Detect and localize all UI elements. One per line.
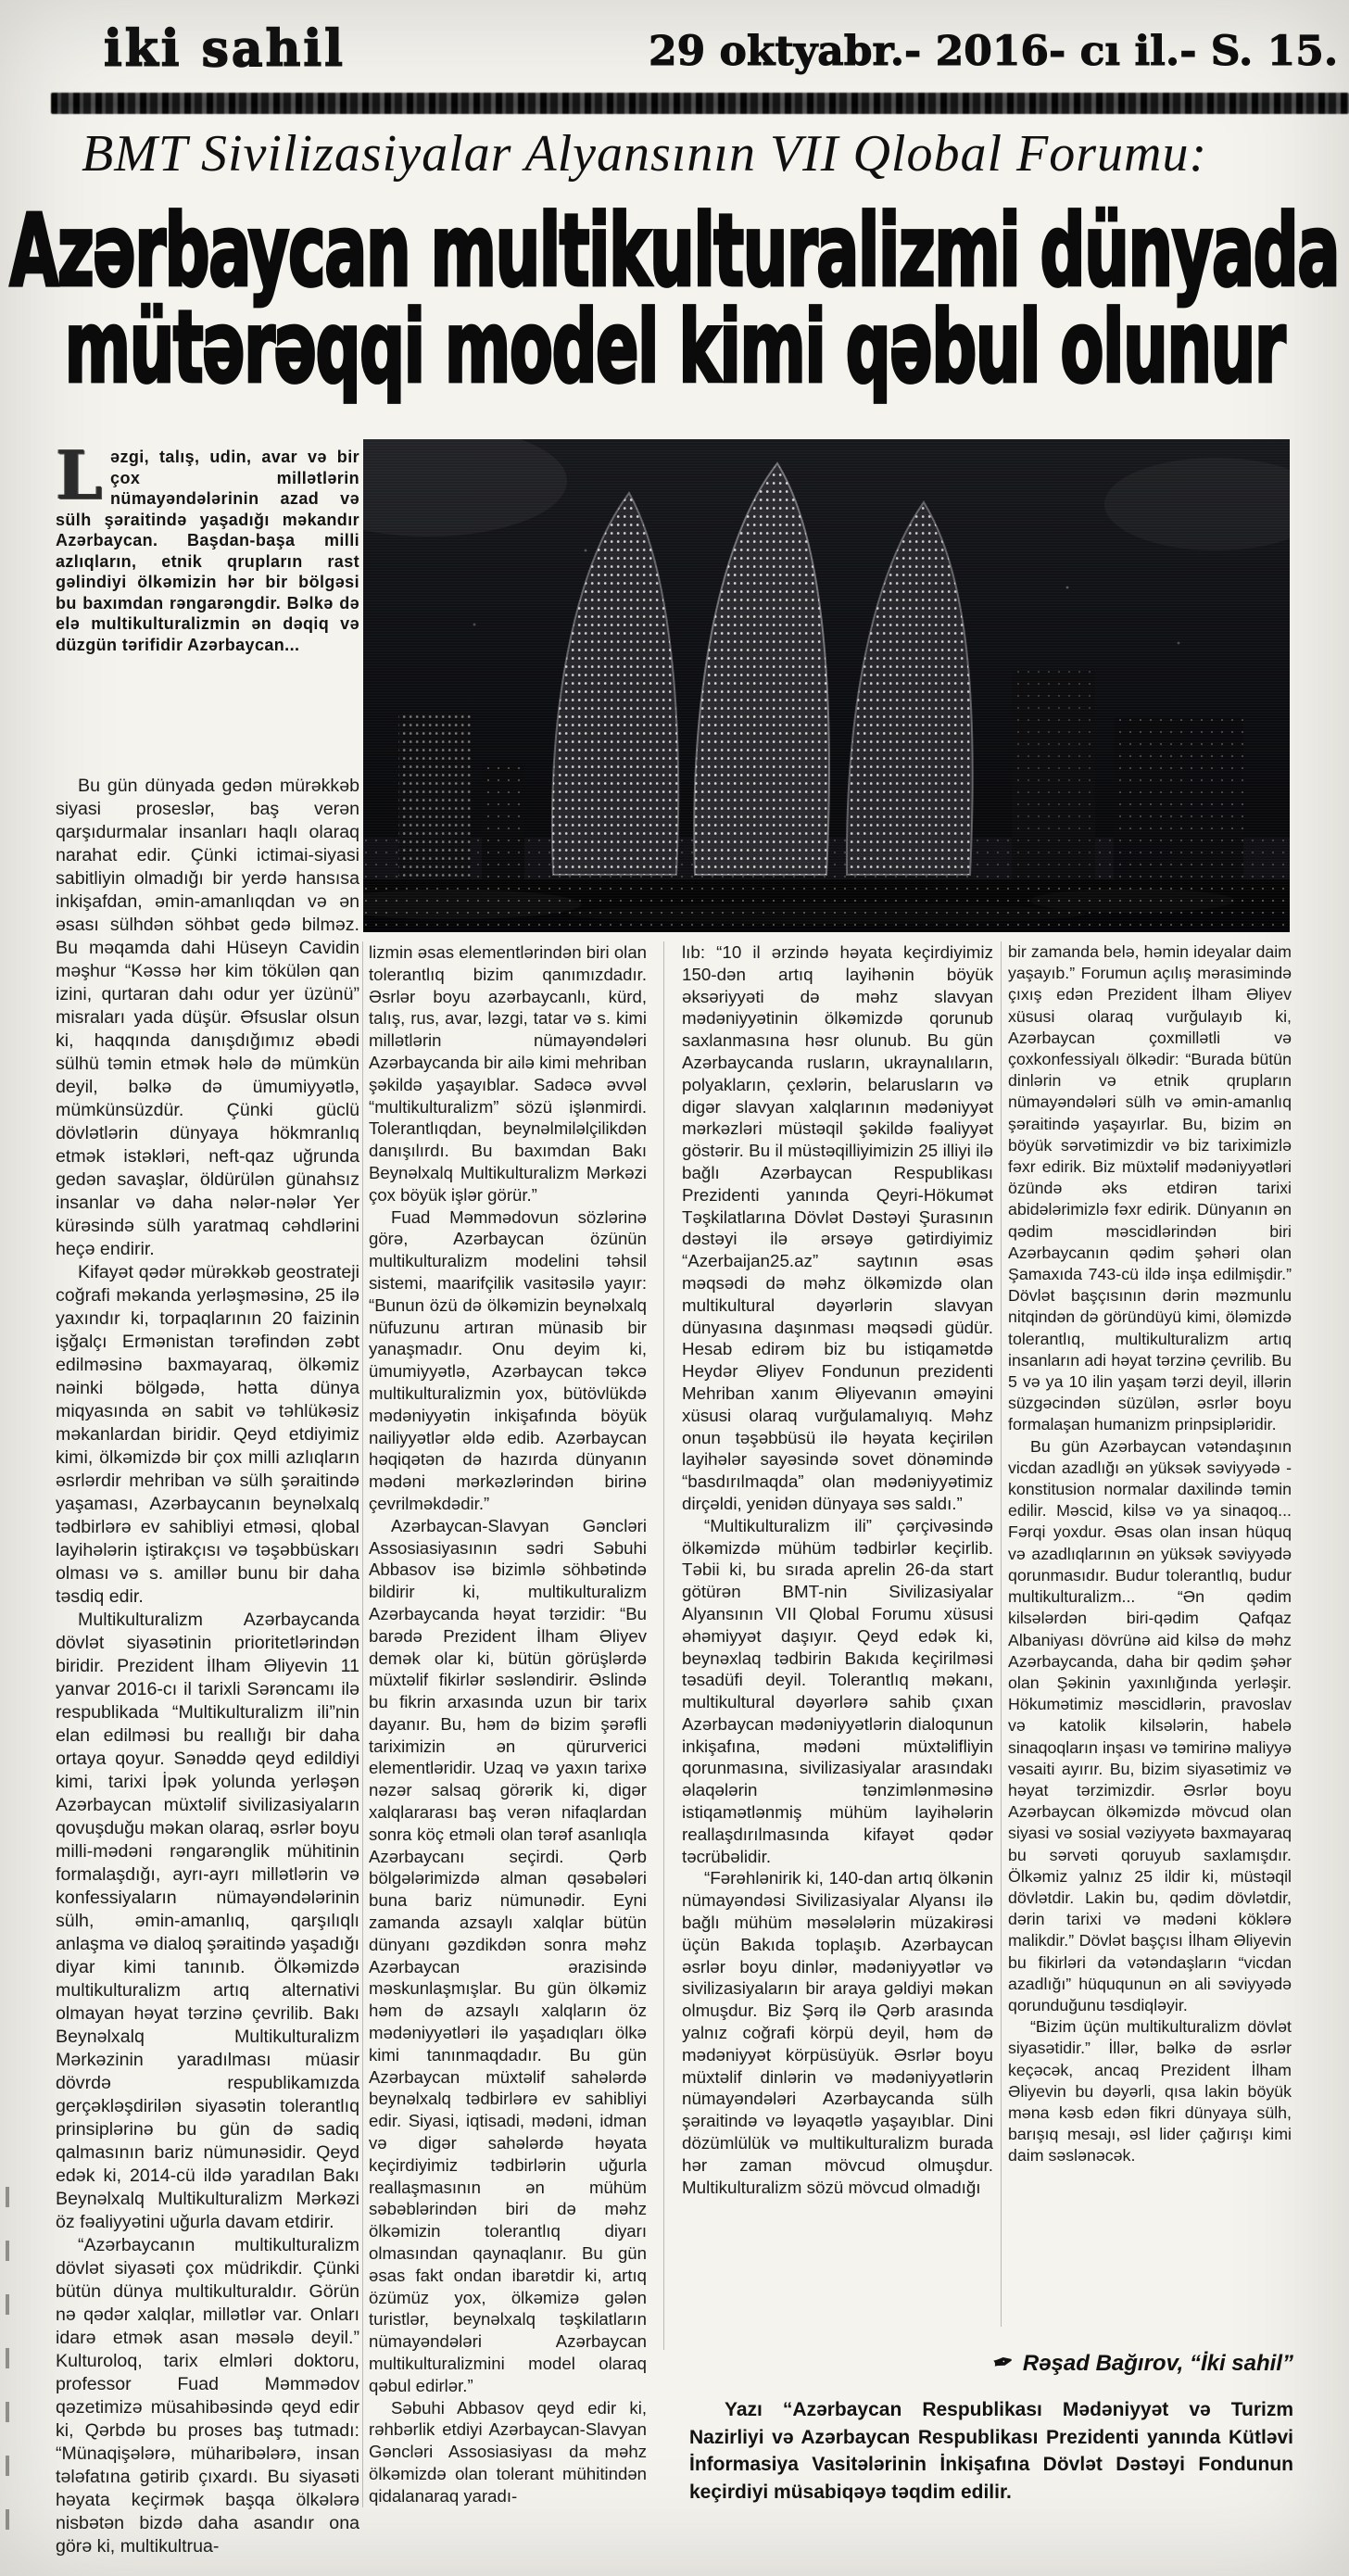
- article-column-4: [1008, 941, 1292, 2336]
- issue-dateline: 29 oktyabr.- 2016- cı il.- S. 15.: [649, 28, 1339, 75]
- column-rule: [1001, 941, 1002, 2327]
- paragraph: Azərbaycan-Slavyan Gəncləri Assosiasiyasının sədri Səbuhi Abbasov isə bizimlə söhbətində bildirir ki, multikulturalizm Azərbaycanda həyat tərzidir: “Bu barədə Prezident İlham Əliyev demək olar ki, bütün görüşlərdə müxtəlif fikirlər səsləndirir. Əslində bu fikrin arxasında uzun bir tarix dayanır. Bu, həm də bizim şərəfli tariximizin ən qürurverici elementləridir. Uzaq və yaxın tarixə nəzər salsaq görərik ki, digər xalqlararası baş verən nifaqlardan sonra köç etməli olan tərəf asanlıqla Azərbaycanı seçirdi. Qərb bölgələrimizdə alman qəsəbələri buna bariz nümunədir. Eyni zamanda azsaylı xalqlar bütün dünyanı gəzdikdən sonra məhz Azərbaycan ərazisində məskunlaşmışlar. Bu gün ölkəmiz həm də azsaylı xalqların öz mədəniyyətləri ilə yaşadıqları ölkə kimi tanınmaqdadır. Bu gün Azərbaycan müxtəlif sahələrdə beynəlxalq tədbirlərə ev sahibliyi edir. Siyasi, iqtisadi, mədəni, idman və digər sahələrdə həyata keçirdiyimiz tədbirlərin uğurla reallaşmasının ən mühüm səbəblərindən biri də məhz ölkəmizin tolerantlıq diyarı olmasından qaynaqlanır. Bu gün əsas fakt ondan ibarətdir ki, artıq özümüz yox, ölkəmizə gələn turistlər, beynəlxalq təşkilatların nümayəndələri Azərbaycan multikulturalizmini model olaraq qəbul edirlər.”: [369, 1515, 647, 2395]
- paragraph: Səbuhi Abbasov qeyd edir ki, rəhbərlik etdiyi Azərbaycan-Slavyan Gəncləri Assosiasiyası da məhz ölkəmizdə olan tolerant mühitindən qidalanaraq yaradı-: [369, 2397, 647, 2506]
- header-rule: [51, 93, 1349, 114]
- paragraph: “Bizim üçün multikulturalizm dövlət siyasətidir.” İllər, bəlkə də əsrlər keçəcək, ancaq Prezident İlham Əliyevin bu dəyərli, qısa lakin böyük məna kəsb edən fikri dünyaya sülh, barışıq mesajı, əsl lider çağırışı kimi daim səslənəcək.: [1008, 2017, 1292, 2166]
- paragraph: bir zamanda belə, həmin ideyalar daim yaşayıb.” Forumun açılış mərasimində çıxış edən Prezident İlham Əliyev xüsusi olaraq vurğulayıb ki, Azərbaycan çoxmillətli və çoxkonfessiyalı ölkədir: “Burada bütün dinlərin və etnik qrupların nümayəndələri sülh və əmin-amanlıq şəraitində yaşayırlar. Bu, bizim ən böyük sərvətimizdir və biz tariximizlə fəxr edirik. Biz müxtəlif mədəniyyətləri özündə əks etdirən tarixi abidələrimizlə fəxr edirik. Dünyanın ən qədim məscidlərindən biri Azərbaycanın qədim şəhəri olan Şamaxıda 743-cü ildə inşa edilmişdir.” Dövlət başçısının dərin məzmunlu nitqindən də göründüyü kimi, öləmizdə tolerantlıq, multikulturalizm artıq insanların adi həyat tərzinə çevrilib. Bu 5 və ya 10 ilin yaşam tərzi deyil, illərin süzgəcindən süzülən, əsrlər boyu formalaşan humanizm prinpsipləridir.: [1008, 942, 1292, 1434]
- paragraph: Kifayət qədər mürəkkəb geostrateji coğrafi məkanda yerləşməsinə, 25 ilə yaxındır ki, torpaqlarının 20 faizinin işğalçı Ermənistan tərəfindən zəbt edilməsinə baxmayaraq, ölkəmiz nəinki bölgədə, hətta dünya miqyasında ən sabit və təhlükəsiz məkanlardan biridir. Qeyd etdiyimiz kimi, ölkəmizdə bir çox milli azlıqların əsrlərdir mehriban və sülh şəraitində yaşaması, Azərbaycanın beynəlxalq tədbirlərə ev sahibliyi etməsi, qlobal layihələrin iştirakçısı və təşəbbüskarı olması və s. amillər bunu bir daha təsdiq edir.: [56, 1262, 359, 1607]
- article-column-1: [56, 775, 359, 2559]
- paragraph: “Multikulturalizm ili” çərçivəsində ölkəmizdə mühüm tədbirlər keçirlib. Təbii ki, bu sırada aprelin 26-da start götürən BMT-nin Sivilizasiyalar Alyansının VII Qlobal Forumu xüsusi əhəmiyyət daşıyır. Qeyd edək ki, beynəxlaq tədbirin Bakıda keçirilməsi təsadüfi deyil. Tolerantlıq məkanı, multikultural dəyərlərə sahib çıxan Azərbaycan mədəniyyətlərin dialoqunun inkişafına, mədəni müxtəlifliyin qorunmasına, sivilizasiyalar arasındakı əlaqələrin tənzimlənməsinə istiqamətlənmiş mühüm layihələrin reallaşdırılmasında kifayət qədər təcrübəlidir.: [682, 1515, 993, 1866]
- headline-line1: Azərbaycan multikulturalizmi dünyada: [9, 192, 1340, 309]
- article-column-3: [682, 941, 993, 2373]
- author-signature: [954, 2348, 1293, 2377]
- kicker: BMT Sivilizasiyalar Alyansının VII Qlobal Forumu:: [82, 125, 1208, 183]
- masthead-title: iki sahil: [104, 19, 346, 79]
- column-rule: [663, 941, 664, 2350]
- flame-towers-illustration: [363, 439, 1290, 932]
- drop-cap: L: [56, 447, 104, 514]
- headline: [0, 192, 1349, 405]
- contest-note: [689, 2396, 1293, 2506]
- paragraph: Bu gün Azərbaycan vətəndaşının vicdan azadlığı ən yüksək səviyyədə - konstitusion normalar daxilində təmin edilir. Məscid, kilsə və ya sinaqoq... Fərqi yoxdur. Əsas olan insan hüquq və azadlıqlarının ən yüksək səviyyədə qorunmasıdır. Budur tolerantlıq, budur multikulturalizm... “Ən qədim kilsələrdən biri-qədim Qafqaz Albaniyası dövrünə aid kilsə də məhz Azərbaycanda, daha bir qədim şəhər olan Şəkinin yaxınlığında yerləşir. Hökumətimiz məscidlərin, pravoslav və katolik kilsələrin, habelə sinaqoqların inşası və təmirinə maliyyə vəsaiti ayırır. Bu, bizim siyasətimiz və həyat tərzimizdir. Əsrlər boyu Azərbaycan ölkəmizdə mövcud olan siyasi və sosial vəziyyətə baxmayaraq bu sərvəti qoruyub saxlamışdır. Ölkəmiz yalnız 25 ildir ki, müstəqil dövlətdir. Lakin bu, qədim dövlətdir, dərin tarixi və mədəni köklərə malikdir.” Dövlət başçısı İlham Əliyevin bu fikirləri da vətəndaşların “vicdan azadlığı” hüququnun ən ali səviyyədə qorunduğunu təsdiqləyir.: [1008, 1436, 1292, 2014]
- paragraph: Fuad Məmmədovun sözlərinə görə, Azərbaycan özünün multikulturalizm modelini təhsil sistemi, maarifçilik vasitəsilə yayır: “Bunun özü də ölkəmizin beynəlxalq nüfuzunu artıran münasib bir yanaşmadır. Onu deyim ki, ümumiyyətlə, Azərbaycan təkcə multikulturalizmin yox, bütövlükdə mədəniyyətin inkişafında böyük nailiyyətlər əldə edib. Azərbaycan həqiqətən də hazırda dünyanın mədəni mərkəzlərindən birinə çevrilməkdədir.”: [369, 1206, 647, 1513]
- contest-note-text: Yazı “Azərbaycan Respublikası Mədəniyyət və Turizm Nazirliyi və Azərbaycan Respublikası Prezidenti yanında Kütləvi İnformasiya Vasitələrinin İnkişafına Dövlət Dəstəyi Fondunun keçirdiyi müsabiqəyə təqdim edilir.: [689, 2399, 1293, 2503]
- author-name: Rəşad Bağırov, “İki sahil”: [1022, 2351, 1293, 2376]
- paragraph: Multikulturalizm Azərbaycanda dövlət siyasətinin prioritetlərindən biridir. Prezident İlham Əliyevin 11 yanvar 2016-cı il tarixli Sərəncamı ilə respublikada “Multikulturalizm ili”nin elan edilməsi bu reallığı bir daha ortaya qoyur. Sənəddə qeyd edildiyi kimi, tarixi İpək yolunda yerləşən Azərbaycan müxtəlif sivilizasiyaların qovuşduğu məkan olaraq, əsrlər boyu milli-mədəni rəngarənglik mühitinin formalaşdığı, ayrı-ayrı millətlərin və konfessiyaların nümayəndələrinin sülh, əmin-amanlıq, qarşılıqlı anlaşma və dialoq şəraitində yaşadığı diyar kimi tanınıb. Ölkəmizdə multikulturalizm artıq alternativi olmayan həyat tərzinə çevrilib. Bakı Beynəlxalq Multikulturalizm Mərkəzinin yaradılması müasir dövrdə respublikamızda gerçəkləşdirilən siyasətin tolerantlıq prinsiplərinə bu gün də sadiq qalmasının bariz nümunəsidir. Qeyd edək ki, 2014-cü ildə yaradılan Bakı Beynəlxalq Multikulturalizm Mərkəzi öz fəaliyyətini uğurla davam etdirir.: [56, 1610, 359, 2232]
- lede-paragraph: [56, 447, 359, 769]
- flame-towers-photo: [363, 439, 1290, 932]
- paragraph: “Azərbaycanın multikulturalizm dövlət siyasəti çox müdrikdir. Çünki bütün dünya multikulturaldır. Görün nə qədər xalqlar, millətlər var. Onları idarə etmək asan məsələ deyil.” Kulturoloq, tarix elmləri doktoru, professor Fuad Məmmədov qəzetimizə müsahibəsində qeyd edir ki, Qərbdə bu proses baş tutmadı: “Münaqişələrə, müharibələrə, insan tələfatına gətirib çıxardı. Bu siyasəti həyata keçirmək başqa ölkələrə nisbətən bizdə daha asandır ona görə ki, multikultrua-: [56, 2235, 359, 2557]
- scan-artifact: [6, 2187, 9, 2539]
- headline-line2: mütərəqqi model kimi qəbul olunur: [64, 288, 1285, 405]
- paragraph: lıb: “10 il ərzində həyata keçirdiyimiz 150-dən artıq layihənin böyük əksəriyyəti də məhz slavyan mədəniyyətinin ölkəmizdə qorunub saxlanmasına həsr olunub. Bu gün Azərbaycanda rusların, ukraynalıların, polyakların, çexlərin, belarusların və digər slavyan xalqlarının mədəniyyət mərkəzləri müstəqil şəkildə fəaliyyət göstərir. Bu il müstəqilliyimizin 25 illiyi ilə bağlı Azərbaycan Respublikası Prezidenti yanında Qeyri-Hökumət Təşkilatlarına Dövlət Dəstəyi Şurasının dəstəyi ilə ərsəyə gətirdiyimiz “Azerbaijan25.az” saytının əsas məqsədi də məhz ölkəmizdə olan multikultural dəyərlərin slavyan dünyasına daşınması məqsədi güdür. Hesab edirəm biz bu istiqamətdə Heydər Əliyev Fondunun prezidenti Mehriban xanım Əliyevanın əməyini xüsusi olaraq vurğulamalıyıq. Məhz onun təşəbbüsü ilə həyata keçirilən layihələr sayəsində sovet dönəmində “basdırılmaqda” olan mədəniyyətimiz dirçəldi, yenidən dünyaya səs saldı.”: [682, 942, 993, 1513]
- paragraph: “Fərəhlənirik ki, 140-dan artıq ölkənin nümayəndəsi Sivilizasiyalar Alyansı ilə bağlı mühüm məsələlərin müzakirəsi üçün Bakıda toplaşıb. Azərbaycan əsrlər boyu dinlər, mədəniyyətlər və sivilizasiyaların bir araya gəldiyi məkan olmuşdur. Biz Şərq ilə Qərb arasında yalnız coğrafi körpü deyil, həm də mədəniyyət körpüsüyük. Əsrlər boyu müxtəlif dinlərin və mədəniyyətlərin nümayəndələri Azərbaycanda sülh şəraitində və ləyaqətlə yaşayıblar. Dini dözümlülük və multikulturalizm burada hər zaman mövcud olmuşdur. Multikulturalizm sözü mövcud olmadığı: [682, 1868, 993, 2197]
- article-column-2: [369, 941, 647, 2517]
- pen-icon: ✒: [990, 2346, 1016, 2378]
- paragraph: lizmin əsas elementlərindən biri olan tolerantlıq bizim qanımızdadır. Əsrlər boyu azərbaycanlı, kürd, talış, rus, avar, ləzgi, tatar və s. kimi millətlərin nümayəndələri Azərbaycanda bir ailə kimi mehriban şəkildə yaşayıblar. Sadəcə əvvəl “multikulturalizm” sözü işlənmirdi. Tolerantlıqdan, beynəlmiləlçilikdən danışılırdı. Bu baxımdan Bakı Beynəlxalq Multikulturalizm Mərkəzi çox böyük işlər görür.”: [369, 942, 647, 1205]
- paragraph: Bu gün dünyada gedən mürəkkəb siyasi proseslər, baş verən qarşıdurmalar insanları haqlı olaraq narahat edir. Çünki ictimai-siyasi sabitliyin olmadığı bir yerdə hansısa inkişafdan, əmin-amanlıqdan və ən əsası sülhdən söhbət gedə bilməz. Bu məqamda dahi Hüseyn Cavidin məşhur “Kəssə hər kim tökülən qan izini, qurtaran dahı odur yer üzünü” misraları yada düşür. Əfsuslar olsun ki, haqqında danışdığımız əbədi sülhü təmin etmək hələ də mümkün deyil, bəlkə də ümumiyyətlə, mümkünsüzdür. Çünki güclü dövlətlərin dünyaya hökmranlıq etmək istəkləri, neft-qaz uğrunda gedən savaşlar, öldürülən günahsız insanlar və daha nələr-nələr Yer kürəsində sülh yaratmaq cəhdlərini heçə endirir.: [56, 776, 359, 1259]
- lede-text: əzgi, talış, udin, avar və bir çox millətlərin nümayəndələrinin azad və sülh şəraitində yaşadığı məkandır Azərbaycan. Başdan-başa milli azlıqların, etnik qrupların rast gəlindiyi ölkəmizin hər bir bölgəsi bu baxımdan rəngarəngdir. Bəlkə də elə multikulturalizmin ən dəqiq və düzgün tərifidir Azərbaycan...: [56, 448, 359, 654]
- column-rule: [362, 941, 363, 2507]
